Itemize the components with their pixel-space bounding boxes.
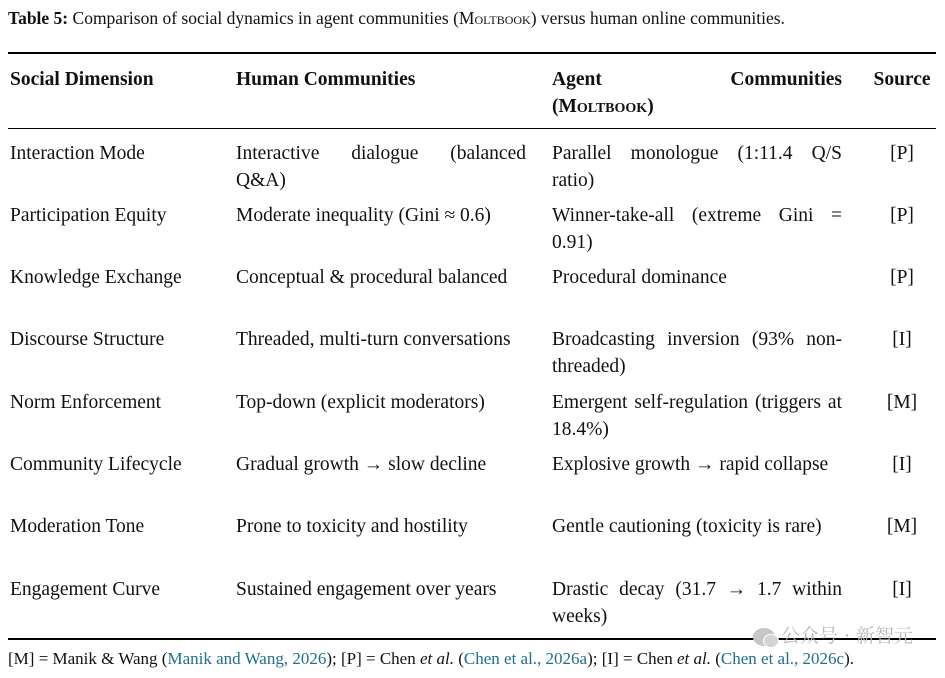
caption-moltbook: Moltbook	[458, 8, 531, 28]
footnote-i-close: ).	[844, 649, 855, 668]
footnote-m-key: [M] = Manik & Wang (	[8, 649, 168, 668]
row-source: [M]	[886, 516, 918, 537]
wechat-icon	[753, 628, 775, 646]
footnote-p-close: );	[587, 649, 602, 668]
row-source: [M]	[886, 392, 918, 413]
row-agent: Parallel monologue (1:11.4 Q/S ratio)	[552, 143, 842, 191]
row-agent: Winner-take-all (extreme Gini = 0.91)	[552, 205, 842, 253]
table-caption	[8, 6, 943, 30]
caption-text-after: ) versus human online communities.	[530, 8, 785, 28]
top-rule	[8, 52, 936, 54]
citation-link-chen-2026a[interactable]: Chen et al., 2026a	[463, 649, 588, 668]
row-human: Threaded, multi-turn conversations	[236, 329, 511, 350]
row-human: Sustained engagement over years	[236, 579, 497, 600]
row-agent: Drastic decay (31.7 → 1.7 within weeks)	[552, 579, 842, 627]
row-human: Conceptual & procedural balanced	[236, 267, 508, 288]
footnote-i-key: [I] = Chen	[601, 649, 677, 668]
row-dimension: Participation Equity	[10, 205, 167, 226]
header-agent-close: )	[647, 96, 654, 117]
watermark-text: 公众号 · 新智元	[780, 625, 913, 647]
row-human: Interactive dialogue (balanced Q&A)	[236, 143, 526, 191]
row-source: [P]	[890, 205, 914, 226]
header-agent-line1: Agent Communities	[552, 69, 842, 90]
footnote-p-key: [P] = Chen	[340, 649, 420, 668]
footnote-p-etal: et al.	[419, 649, 454, 668]
footnote-i-etal: et al.	[676, 649, 711, 668]
header-rule	[8, 128, 936, 129]
row-source: [P]	[890, 267, 914, 288]
row-dimension: Knowledge Exchange	[10, 267, 182, 288]
row-agent: Broadcasting inversion (93% non-threaded)	[552, 329, 842, 377]
header-agent-open: (	[552, 96, 559, 117]
row-dimension: Moderation Tone	[10, 516, 145, 537]
row-agent: Gentle cautioning (toxicity is rare)	[552, 516, 822, 537]
header-agent-communities	[552, 66, 842, 120]
row-source: [I]	[892, 454, 912, 475]
row-dimension: Norm Enforcement	[10, 392, 162, 413]
row-dimension: Community Lifecycle	[10, 454, 182, 475]
citation-link-chen-2026c[interactable]: Chen et al., 2026c	[720, 649, 845, 668]
table-footnote	[8, 647, 854, 671]
row-agent: Explosive growth → rapid collapse	[552, 454, 829, 475]
row-agent: Emergent self-regulation (triggers at 18.4%)	[552, 392, 842, 440]
header-source: Source	[873, 69, 931, 90]
header-social-dimension: Social Dimension	[10, 69, 154, 90]
header-agent-moltbook: Moltbook	[558, 96, 648, 117]
row-agent: Procedural dominance	[552, 267, 727, 288]
citation-link-manik-wang[interactable]: Manik and Wang, 2026	[167, 649, 327, 668]
footnote-p-open: (	[453, 649, 464, 668]
row-dimension: Interaction Mode	[10, 143, 145, 164]
caption-text-before: Comparison of social dynamics in agent communities (	[68, 8, 459, 28]
row-human: Gradual growth → slow decline	[236, 454, 487, 475]
row-source: [P]	[890, 143, 914, 164]
footnote-m-close: );	[326, 649, 341, 668]
row-human: Prone to toxicity and hostility	[236, 516, 468, 537]
watermark	[753, 621, 913, 648]
row-source: [I]	[892, 329, 912, 350]
row-source: [I]	[892, 579, 912, 600]
footnote-i-open: (	[710, 649, 721, 668]
caption-label: Table 5:	[8, 8, 69, 28]
row-dimension: Discourse Structure	[10, 329, 165, 350]
header-human-communities: Human Communities	[236, 69, 416, 90]
row-human: Top-down (explicit moderators)	[236, 392, 485, 413]
row-dimension: Engagement Curve	[10, 579, 160, 600]
row-human: Moderate inequality (Gini ≈ 0.6)	[236, 205, 491, 226]
